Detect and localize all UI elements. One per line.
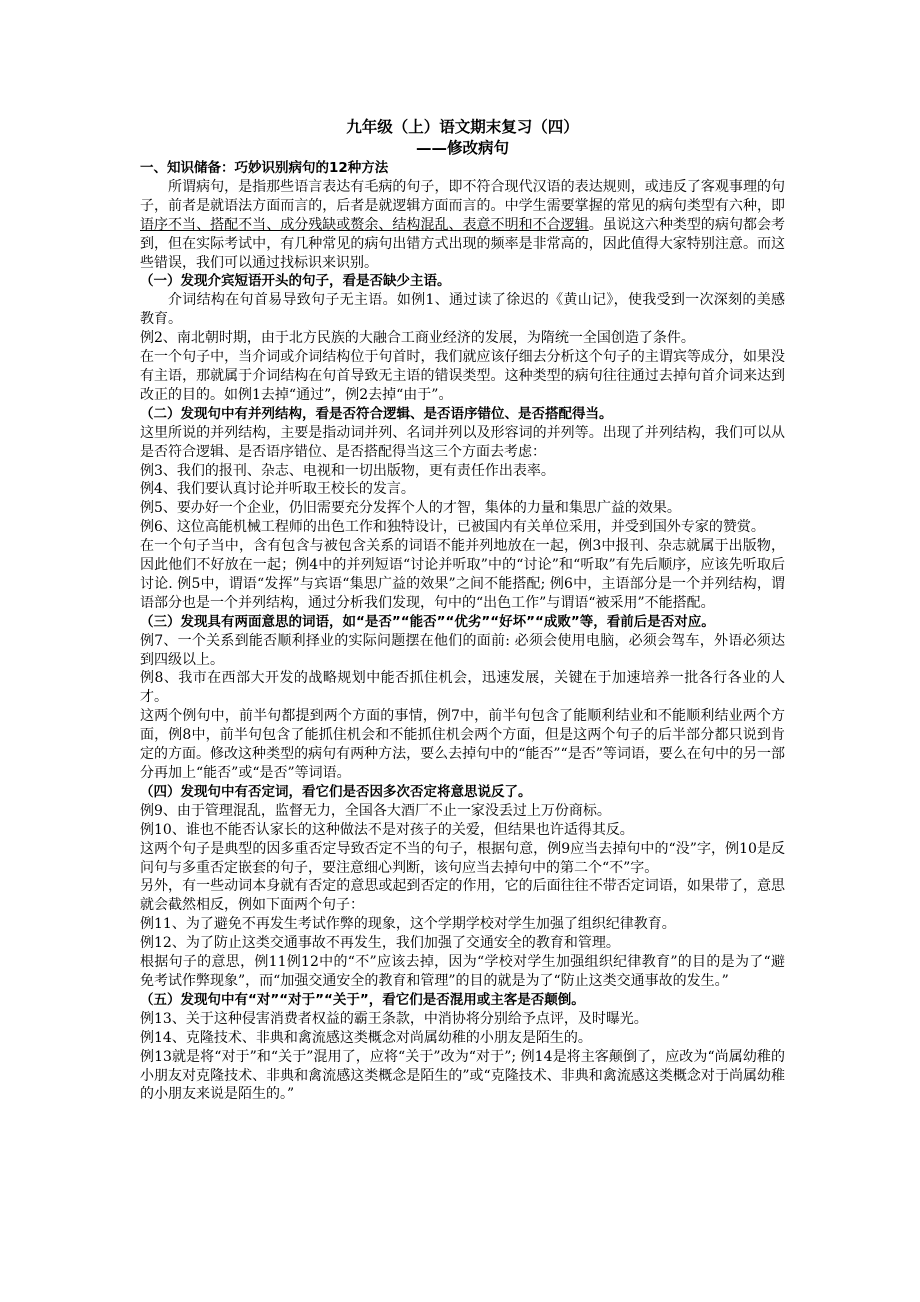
example-line: 例5、要办好一个企业，仍旧需要充分发挥个人的才智，集体的力量和集思广益的效果。 xyxy=(140,500,681,517)
example-line: 例14、克隆技术、非典和禽流感这类概念对尚属幼稚的小朋友是陌生的。 xyxy=(140,1029,592,1046)
example-line: 例4、我们要认真讨论并听取王校长的发言。 xyxy=(140,481,415,498)
subsection-heading-3: （三）发现具有两面意思的词语，如“是否”“能否”“优劣”“好坏”“成败”等，看前后是否对应。 xyxy=(140,613,715,630)
intro-underlined-types: 语序不当、搭配不当、成分残缺或赘余、结构混乱、表意不明和不合逻辑 xyxy=(140,216,589,233)
example-line: 例2、南北朝时期，由于北方民族的大融合工商业经济的发展，为隋统一全国创造了条件。 xyxy=(140,330,695,347)
paragraph: 这两个例句中，前半句都提到两个方面的事情，例7中，前半句包含了能顺利结业和不能顺利结业两个方面，例8中，前半句包含了能抓住机会和不能抓住机会两个方面，但是这两个句子的后半部分都只说到肯定的方面。修改这种类型的病句有两种方法，要么去掉句中的“能否”“是否”等词语，要么在句中的另一部分再加上“能否”或“是否”等词语。 xyxy=(140,708,785,781)
example-line: 例3、我们的报刊、杂志、电视和一切出版物，更有责任作出表率。 xyxy=(140,462,555,479)
subsection-heading-1: （一）发现介宾短语开头的句子，看是否缺少主语。 xyxy=(140,273,451,290)
example-line: 例9、由于管理混乱，监督无力，全国各大酒厂不止一家没丢过上万份商标。 xyxy=(140,802,611,819)
intro-text-a: 所谓病句，是指那些语言表达有毛病的句子，即不符合现代汉语的表达规则，或违反了客观事理的句子，前者是就语法方面而言的，后者是就逻辑方面而言的。中学生需要掌握的常见的病句类型有六种，即 xyxy=(140,178,785,214)
example-line: 例7、一个关系到能否顺利择业的实际问题摆在他们的面前: 必须会使用电脑，必须会驾车，外语必须达到四级以上。 xyxy=(140,632,785,668)
example-line: 例10、谁也不能否认家长的这种做法不是对孩子的关爱，但结果也许适得其反。 xyxy=(140,821,634,838)
example-line: 例12、为了防止这类交通事故不再发生，我们加强了交通安全的教育和管理。 xyxy=(140,935,620,952)
example-line: 例6、这位高能机械工程师的出色工作和独特设计，已被国内有关单位采用，并受到国外专家的赞赏。 xyxy=(140,519,765,536)
paragraph: 这两个句子是典型的因多重否定导致否定不当的句子，根据句意，例9应当去掉句中的“没”字，例10是反问句与多重否定嵌套的句子，要注意细心判断，该句应当去掉句中的第二个“不”字。 xyxy=(140,840,785,876)
example-line: 例8、我市在西部大开发的战略规划中能否抓住机会，迅速发展，关键在于加速培养一批各行各业的人才。 xyxy=(140,670,785,706)
subsection-heading-4: （四）发现句中有否定词，看它们是否因多次否定将意思说反了。 xyxy=(140,783,532,800)
paragraph: 在一个句子中，当介词或介词结构位于句首时，我们就应该仔细去分析这个句子的主谓宾等成分，如果没有主语，那就属于介词结构在句首导致无主语的错误类型。这种类型的病句往往通过去掉句首介词来达到改正的目的。如例1去掉“通过”，例2去掉“由于”。 xyxy=(140,349,785,403)
intro-paragraph xyxy=(140,178,785,273)
paragraph: 根据句子的意思，例11例12中的“不”应该去掉，因为“学校对学生加强组织纪律教育”的目的是为了“避免考试作弊现象”，而“加强交通安全的教育和管理”的目的就是为了“防止这类交通事故的发生。” xyxy=(140,954,785,989)
paragraph: 这里所说的并列结构，主要是指动词并列、名词并列以及形容词的并列等。出现了并列结构，我们可以从是否符合逻辑、是否语序错位、是否搭配得当这三个方面去考虑： xyxy=(140,424,785,460)
paragraph: 在一个句子当中，含有包含与被包含关系的词语不能并列地放在一起，例3中报刊、杂志就属于出版物，因此他们不好放在一起；例4中的并列短语“讨论并听取”中的“讨论”和“听取”有先后顺序，应该先听取后讨论. 例5中，谓语“发挥”与宾语“集思广益的效果”之间不能搭配; 例6中，主语部分是一个并列结构，谓语部分也是一个并列结构，通过分析我们发现，句中的“出色工作”与谓语“被采用”不能搭配。 xyxy=(140,538,785,611)
intro-text-b: 。虽说这六种类型的病句都会考到，但在实际考试中，有几种常见的病句出错方式出现的频率是非常高的，因此值得大家特别注意。而这些错误，我们可以通过找标识来识别。 xyxy=(140,216,786,271)
document-page xyxy=(140,117,785,1104)
example-line: 例11、为了避免不再发生考试作弊的现象，这个学期学校对学生加强了组织纪律教育。 xyxy=(140,916,676,933)
paragraph: 例13就是将“对于”和“关于”混用了，应将“关于”改为“对于”; 例14是将主客颠倒了，应改为“尚属幼稚的小朋友对克隆技术、非典和禽流感这类概念是陌生的”或“克隆技术、非典和禽流感这类概念对于尚属幼稚的小朋友来说是陌生的。” xyxy=(140,1048,785,1103)
subsection-heading-2: （二）发现句中有并列结构，看是否符合逻辑、是否语序错位、是否搭配得当。 xyxy=(140,405,613,422)
subsection-heading-5: （五）发现句中有“对”“对于”“关于”，看它们是否混用或主客是否颠倒。 xyxy=(140,991,585,1008)
section-heading: 一、知识储备：巧妙识别病句的12种方法 xyxy=(140,160,389,176)
paragraph: 介词结构在句首易导致句子无主语。如例1、通过读了徐迟的《黄山记》，使我受到一次深刻的美感教育。 xyxy=(140,292,785,328)
page-subtitle: ——修改病句 xyxy=(415,139,509,157)
example-line: 例13、关于这种侵害消费者权益的霸王条款，中消协将分别给予点评，及时曝光。 xyxy=(140,1010,648,1027)
paragraph: 另外，有一些动词本身就有否定的意思或起到否定的作用，它的后面往往不带否定词语，如果带了，意思就会截然相反，例如下面两个句子： xyxy=(140,878,785,914)
page-title: 九年级（上）语文期末复习（四） xyxy=(346,118,579,136)
